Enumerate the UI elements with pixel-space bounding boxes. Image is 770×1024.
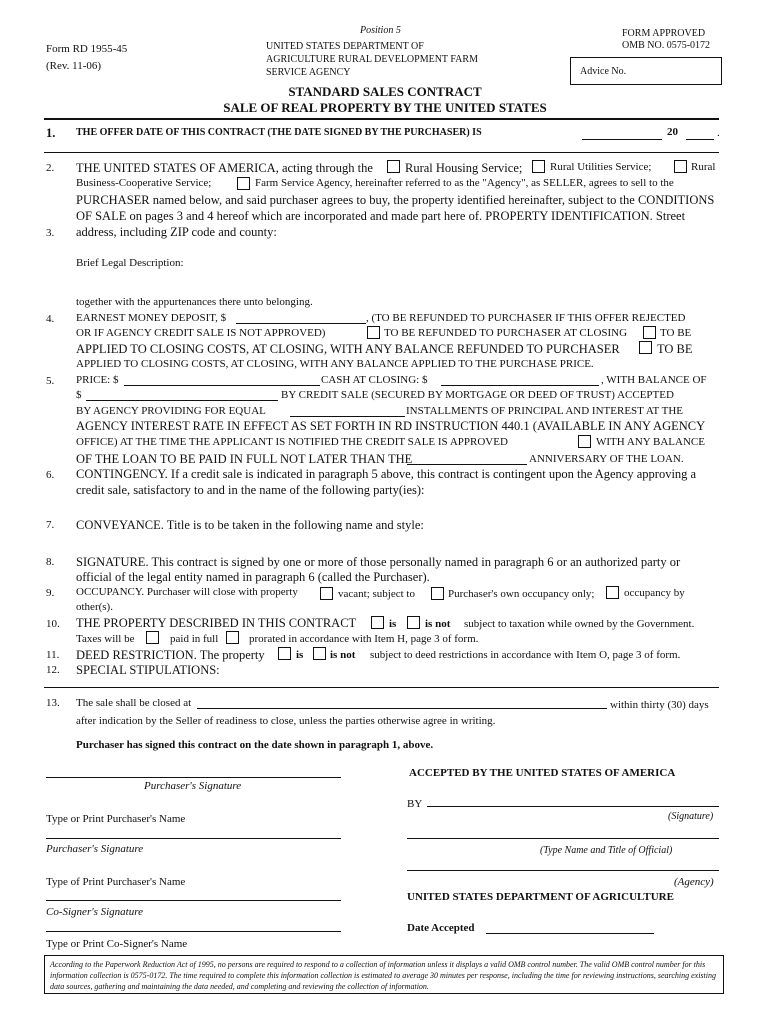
paid-in-full-checkbox[interactable] <box>146 631 159 644</box>
paid-in-full-label: paid in full <box>170 633 219 645</box>
item-5-line-3b: INSTALLMENTS OF PRINCIPAL AND INTEREST AT THE <box>406 405 683 417</box>
deed-is-not-checkbox[interactable] <box>313 647 326 660</box>
item-1-number: 1. <box>46 126 56 140</box>
taxation-is-label: is <box>389 618 397 630</box>
applied-refunded-checkbox[interactable] <box>643 326 656 339</box>
item-9-line-2: other(s). <box>76 601 113 613</box>
item-10-text: THE PROPERTY DESCRIBED IN THIS CONTRACT <box>76 616 357 630</box>
purchaser-signature-line-1[interactable] <box>46 777 341 778</box>
anniversary-field[interactable] <box>407 464 527 465</box>
offer-year-prefix: 20 <box>667 126 678 138</box>
item-4-line-3a: APPLIED TO CLOSING COSTS, AT CLOSING, WITH ANY BALANCE REFUNDED TO PURCHASER <box>76 342 620 356</box>
vacant-label: vacant; subject to <box>338 588 415 600</box>
advice-number-label: Advice No. <box>580 66 627 77</box>
item-10-text-b: subject to taxation while owned by the Government. <box>464 618 695 630</box>
own-occupancy-checkbox[interactable] <box>431 587 444 600</box>
item-11-number: 11. <box>46 649 60 661</box>
deed-is-label: is <box>296 649 304 661</box>
refund-at-closing-checkbox[interactable] <box>367 326 380 339</box>
rural-utilities-checkbox[interactable] <box>532 160 545 173</box>
dept-line-1: UNITED STATES DEPARTMENT OF <box>266 41 424 52</box>
item-7-text: CONVEYANCE. Title is to be taken in the following name and style: <box>76 518 424 532</box>
item-8-line-2: official of the legal entity named in paragraph 6 (called the Purchaser). <box>76 570 430 584</box>
item-6-line-1: CONTINGENCY. If a credit sale is indicated in paragraph 5 above, this contract is contingent upon the Agency approving a <box>76 467 697 481</box>
item-4-line-1b: , (TO BE REFUNDED TO PURCHASER IF THIS OFFER REJECTED <box>366 312 686 324</box>
form-approved: FORM APPROVED <box>622 28 706 39</box>
taxes-will-be-label: Taxes will be <box>76 633 135 645</box>
item-6-line-2: credit sale, satisfactory to and in the name of the following party(ies): <box>76 483 425 497</box>
paperwork-notice: According to the Paperwork Reduction Act of 1995, no persons are required to respond to a collection of information unless it displays a valid OMB control number. The valid OMB control number for this information collection is 0575-0172. The time required to complete this information collection is estimated to average 30 minutes per response, including the time for reviewing instructions, searching existing data sources, gathering and maintaining the data needed, and completing and reviewing the collection of information. <box>44 955 724 994</box>
item-1-rule <box>44 152 719 153</box>
form-title: STANDARD SALES CONTRACT <box>288 84 482 99</box>
taxation-is-not-checkbox[interactable] <box>407 616 420 629</box>
dept-line-3: SERVICE AGENCY <box>266 67 351 78</box>
balance-paid-checkbox[interactable] <box>578 435 591 448</box>
item-13-line-2: after indication by the Seller of readiness to close, unless the parties otherwise agree in writing. <box>76 715 496 727</box>
item-8-line-1: SIGNATURE. This contract is signed by one or more of those personally named in paragraph 6 or an authorized party or <box>76 555 681 569</box>
closing-location-field[interactable] <box>197 708 607 709</box>
form-number: Form RD 1955-45 <box>46 43 128 55</box>
cosigner-name-line[interactable] <box>46 931 341 932</box>
own-occupancy-label: Purchaser's own occupancy only; <box>448 588 595 600</box>
item-2-line-3: PURCHASER named below, and said purchaser agrees to buy, the property identified hereinafter, subject to the CONDITIONS <box>76 193 715 207</box>
item-13-number: 13. <box>46 697 60 709</box>
deed-is-not-label: is not <box>330 649 356 661</box>
balance-of-label: , WITH BALANCE OF <box>601 374 707 386</box>
print-name-label-2: Type of Print Purchaser's Name <box>46 876 186 888</box>
appurtenances-text: together with the appurtenances there unto belonging. <box>76 296 313 308</box>
item-9-text: OCCUPANCY. Purchaser will close with property <box>76 586 298 598</box>
purchaser-signature-label-1: Purchaser's Signature <box>144 780 242 792</box>
item-12-text: SPECIAL STIPULATIONS: <box>76 663 220 677</box>
item-5-line-6a: OF THE LOAN TO BE PAID IN FULL NOT LATER THAN THE <box>76 452 413 466</box>
item-5-line-6b: ANNIVERSARY OF THE LOAN. <box>529 453 684 465</box>
item-13-text-b: within thirty (30) days <box>610 699 709 711</box>
type-name-caption: (Type Name and Title of Official) <box>540 845 673 856</box>
official-signature-line[interactable] <box>427 806 719 807</box>
print-cosigner-label: Type or Print Co-Signer's Name <box>46 938 188 950</box>
item-9-number: 9. <box>46 587 55 599</box>
item-5-line-5a: OFFICE) AT THE TIME THE APPLICANT IS NOTIFIED THE CREDIT SALE IS APPROVED <box>76 436 508 448</box>
item-4-line-2a: OR IF AGENCY CREDIT SALE IS NOT APPROVED) <box>76 327 326 339</box>
item-12-number: 12. <box>46 664 60 676</box>
item-5-line-5b: WITH ANY BALANCE <box>596 436 705 448</box>
item-5-line-4: AGENCY INTEREST RATE IN EFFECT AS SET FORTH IN RD INSTRUCTION 440.1 (AVAILABLE IN ANY AGENCY <box>76 419 706 433</box>
rural-business-label: Rural <box>691 161 716 173</box>
credit-sale-amount-field[interactable] <box>86 400 278 401</box>
cosigner-signature-label: Co-Signer's Signature <box>46 906 143 918</box>
accepted-by-heading: ACCEPTED BY THE UNITED STATES OF AMERICA <box>409 767 676 779</box>
installments-field[interactable] <box>290 416 405 417</box>
item-6-number: 6. <box>46 469 55 481</box>
item-3-text: address, including ZIP code and county: <box>76 225 277 239</box>
earnest-money-field[interactable] <box>236 323 366 324</box>
form-revision: (Rev. 11-06) <box>46 60 102 72</box>
farm-service-checkbox[interactable] <box>237 177 250 190</box>
position-label: Position 5 <box>360 25 401 36</box>
cosigner-signature-line[interactable] <box>46 900 341 901</box>
dept-line-2: AGRICULTURE RURAL DEVELOPMENT FARM <box>266 54 478 65</box>
brief-legal-label: Brief Legal Description: <box>76 257 184 269</box>
item-8-number: 8. <box>46 556 55 568</box>
price-label: PRICE: $ <box>76 374 119 386</box>
item-7-number: 7. <box>46 519 55 531</box>
purchaser-signed-note: Purchaser has signed this contract on the date shown in paragraph 1, above. <box>76 739 434 751</box>
item-4-line-2b: TO BE REFUNDED TO PURCHASER AT CLOSING <box>384 327 628 339</box>
agency-line[interactable] <box>407 870 719 871</box>
rural-utilities-label: Rural Utilities Service; <box>550 161 652 173</box>
item-3-number: 3. <box>46 227 55 239</box>
item-2-line-4: OF SALE on pages 3 and 4 hereof which are incorporated and made part here of. PROPERTY IDENTIFICATION. Street <box>76 209 686 223</box>
item-5-line-2b: BY CREDIT SALE (SECURED BY MORTGAGE OR DEED OF TRUST) ACCEPTED <box>281 389 674 401</box>
official-name-line[interactable] <box>407 838 719 839</box>
purchaser-signature-line-2[interactable] <box>46 838 341 839</box>
print-name-label-1: Type or Print Purchaser's Name <box>46 813 186 825</box>
taxation-is-not-label: is not <box>425 618 451 630</box>
item-11-text: DEED RESTRICTION. The property <box>76 648 265 662</box>
form-subtitle: SALE OF REAL PROPERTY BY THE UNITED STATES <box>223 100 547 115</box>
item-10-number: 10. <box>46 618 60 630</box>
omb-number: OMB NO. 0575-0172 <box>622 40 711 51</box>
item-1-text: THE OFFER DATE OF THIS CONTRACT (THE DATE SIGNED BY THE PURCHASER) IS <box>76 127 482 138</box>
item-2-line-2a: Business-Cooperative Service; <box>76 177 212 189</box>
header-rule <box>44 118 719 120</box>
rural-housing-checkbox[interactable] <box>387 160 400 173</box>
by-label: BY <box>407 798 423 810</box>
deed-is-checkbox[interactable] <box>278 647 291 660</box>
cash-at-closing-field[interactable] <box>441 385 599 386</box>
stipulations-rule <box>44 687 719 688</box>
item-2-line-1: THE UNITED STATES OF AMERICA, acting through the <box>76 161 373 175</box>
date-accepted-field[interactable] <box>486 933 654 934</box>
offer-date-field[interactable] <box>582 139 662 140</box>
offer-date-period: . <box>717 127 720 139</box>
occupancy-by-label: occupancy by <box>624 587 685 599</box>
item-4-number: 4. <box>46 313 55 325</box>
date-accepted-label: Date Accepted <box>407 922 475 934</box>
purchaser-signature-label-2: Purchaser's Signature <box>46 843 144 855</box>
vacant-checkbox[interactable] <box>320 587 333 600</box>
earnest-money-label: EARNEST MONEY DEPOSIT, $ <box>76 312 227 324</box>
prorated-checkbox[interactable] <box>226 631 239 644</box>
cash-at-closing-label: CASH AT CLOSING: $ <box>321 374 428 386</box>
item-5-line-3a: BY AGENCY PROVIDING FOR EQUAL <box>76 405 266 417</box>
taxation-is-checkbox[interactable] <box>371 616 384 629</box>
occupancy-by-others-checkbox[interactable] <box>606 586 619 599</box>
item-5-number: 5. <box>46 375 55 387</box>
item-11-text-b: subject to deed restrictions in accordance with Item O, page 3 of form. <box>370 649 681 661</box>
prorated-label: prorated in accordance with Item H, page 3 of form. <box>249 633 479 645</box>
item-4-line-2c: TO BE <box>660 327 692 339</box>
advice-number-box[interactable] <box>570 57 722 85</box>
item-2-line-2b: Farm Service Agency, hereinafter referred to as the "Agency", as SELLER, agrees to sell to the <box>255 177 674 189</box>
agency-caption: (Agency) <box>674 876 714 888</box>
item-4-line-3b: TO BE <box>657 342 693 356</box>
item-13-text: The sale shall be closed at <box>76 697 192 709</box>
offer-year-field[interactable] <box>686 139 714 140</box>
item-4-line-4: APPLIED TO CLOSING COSTS, AT CLOSING, WITH ANY BALANCE APPLIED TO THE PURCHASE PRICE. <box>76 358 594 370</box>
item-2-number: 2. <box>46 162 55 174</box>
rural-housing-label: Rural Housing Service; <box>405 161 523 175</box>
signature-caption: (Signature) <box>668 811 714 822</box>
applied-purchase-price-checkbox[interactable] <box>639 341 652 354</box>
price-field[interactable] <box>124 385 320 386</box>
usda-label: UNITED STATES DEPARTMENT OF AGRICULTURE <box>407 891 674 903</box>
balance-dollar-sign: $ <box>76 389 82 401</box>
rural-business-checkbox[interactable] <box>674 160 687 173</box>
